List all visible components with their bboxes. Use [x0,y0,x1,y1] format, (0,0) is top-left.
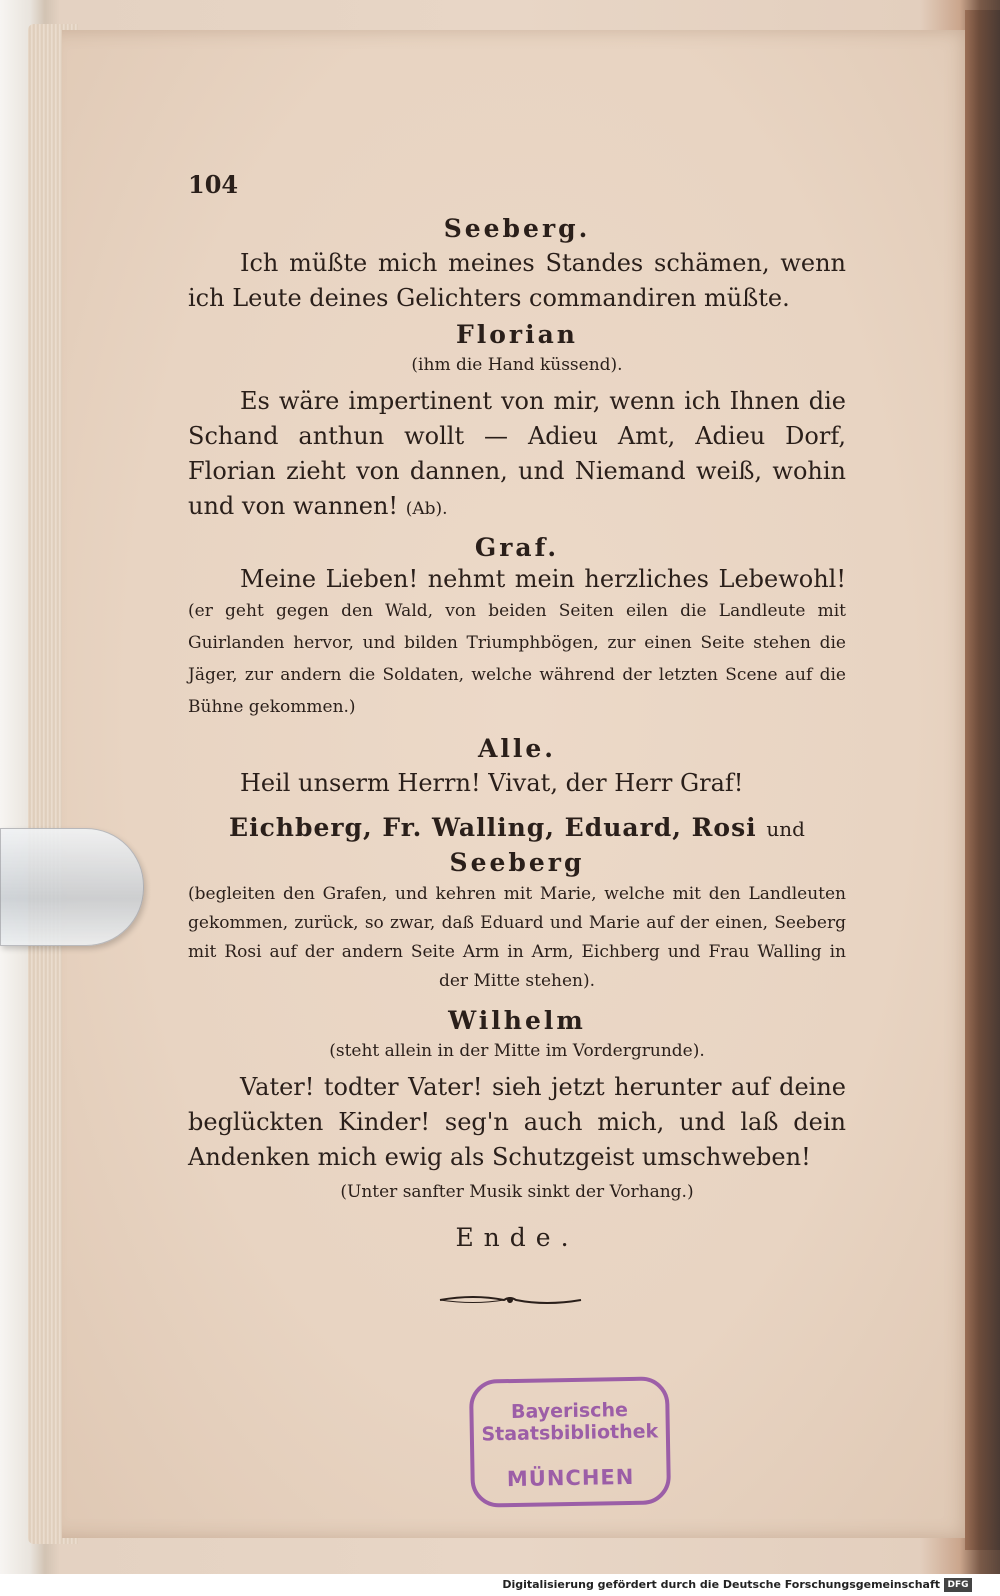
speaker-name: Seeberg. [443,214,591,243]
speaker-names [188,811,846,846]
speaker-name: Seeberg [449,848,585,877]
speaker-name: Graf. [474,533,560,562]
page-clip [0,828,144,946]
dfg-logo: DFG [944,1578,972,1592]
speaker-list: Eichberg, Fr. Walling, Eduard, Rosi [229,813,757,842]
footer-credit: Digitalisierung gefördert durch die Deutsche Forschungsgemeinschaft [502,1578,940,1591]
speech-words: Es wäre impertinent von mir, wenn ich Ihnen die Schand anthun wollt — Adieu Amt, Adieu Dorf, Florian zieht von dannen, und Niemand weiß, wohin und von wannen! [188,387,846,520]
speech-words: Meine Lieben! nehmt mein herzliches Lebewohl! [240,565,846,593]
conjunction: und [766,817,805,841]
speech-text [188,384,846,527]
speaker-name: Florian [456,320,578,349]
footer-bar [0,1574,1000,1596]
speech-text: Heil unserm Herrn! Vivat, der Herr Graf! [240,769,744,797]
stamp-line: MÜNCHEN [506,1464,635,1492]
ende-heading: Ende. [455,1223,579,1252]
stamp-line: Bayerische [510,1398,629,1424]
stamp-line: Staatsbibliothek [481,1420,659,1446]
play-text [188,212,846,1252]
stage-direction-inline: (Ab). [405,499,448,519]
stage-direction: (Unter sanfter Musik sinkt der Vorhang.) [340,1182,694,1202]
library-stamp [469,1376,671,1507]
stage-direction: (ihm die Hand küssend). [411,355,623,375]
speaker-name: Alle. [477,734,556,763]
speech-text: Ich müßte mich meines Standes schämen, wenn ich Leute deines Gelichters commandiren müßte. [188,249,846,312]
stage-direction-inline: (er geht gegen den Wald, von beiden Seiten eilen die Landleute mit Guirlanden hervor, und bilden Triumphbögen, zur einen Seite stehen die Jäger, zur andern die Soldaten, welche während der letzten Scene auf die Bühne gekommen.) [188,601,846,717]
speech-text: Vater! todter Vater! sieh jetzt herunter auf deine beglückten Kinder! seg'n auch mich, und laß dein Andenken mich ewig als Schutzgeist umschweben! [188,1073,846,1171]
page-number: 104 [188,170,239,199]
stage-direction: (begleiten den Grafen, und kehren mit Marie, welche mit den Landleuten gekommen, zurück, so zwar, daß Eduard und Marie auf der einen, Seeberg mit Rosi auf der andern Seite Arm in Arm, Eichberg und Frau Walling in der Mitte stehen). [188,884,846,991]
stage-direction: (steht allein in der Mitte im Vordergrunde). [329,1041,705,1061]
end-ornament [438,1292,583,1308]
speaker-name: Wilhelm [448,1006,586,1035]
book-spine [965,10,1000,1550]
speech-text [188,565,846,722]
